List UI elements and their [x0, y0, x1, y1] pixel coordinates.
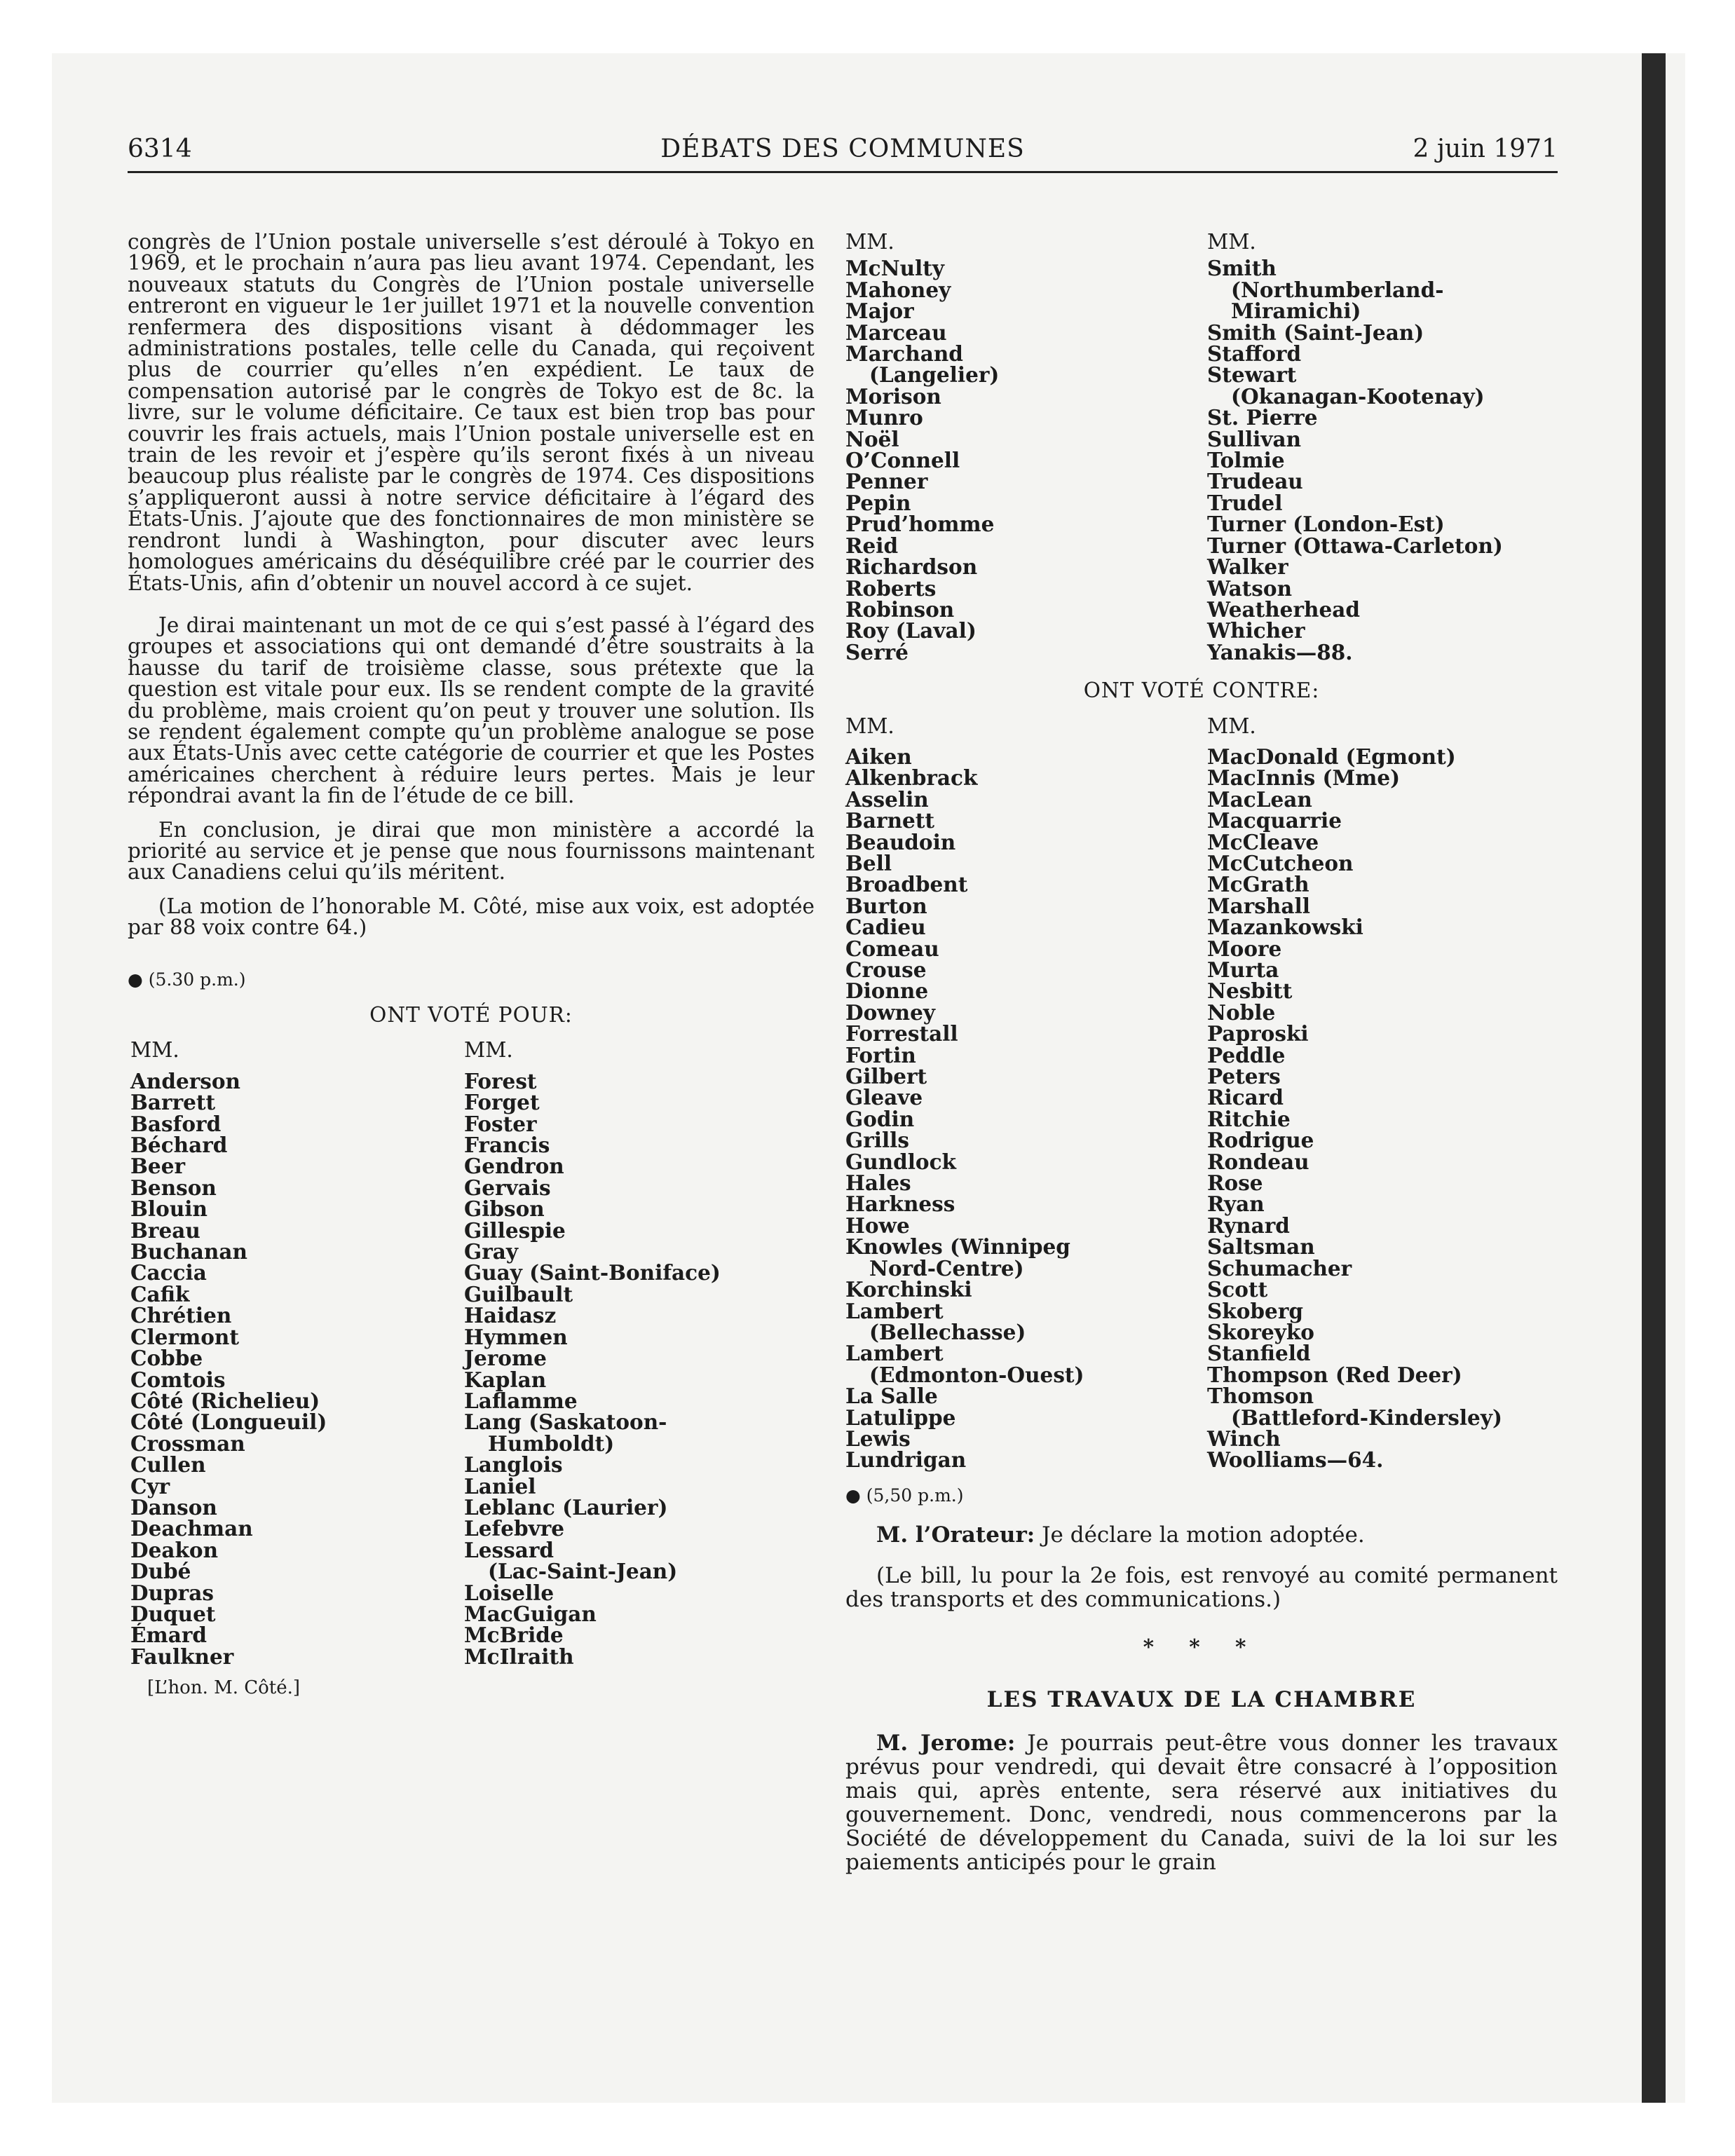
member-name: Beaudoin: [845, 829, 956, 854]
member-name: MacLean: [1207, 786, 1312, 812]
member-name: Peddle: [1207, 1042, 1286, 1067]
member-name: Chrétien: [130, 1303, 232, 1328]
vote-against-column-2: [1207, 716, 1558, 1471]
member-name: Ricard: [1207, 1085, 1284, 1110]
member-name: Robinson: [845, 596, 955, 622]
member-name: (Okanagan-Kootenay): [1231, 383, 1485, 409]
motion-result: (La motion de l’honorable M. Côté, mise aux voix, est adoptée par 88 voix contre 64.): [128, 894, 815, 940]
member-name: Gibson: [464, 1196, 545, 1222]
member-name: Harkness: [845, 1192, 955, 1217]
member-name: Miramichi): [1231, 299, 1361, 324]
right-column: [845, 231, 1558, 1874]
member-name: McNulty: [845, 256, 945, 281]
member-name: Gervais: [464, 1175, 551, 1200]
vote-for-column-4: [1207, 231, 1558, 663]
member-name: Prud’homme: [845, 512, 995, 537]
member-name: Walker: [1207, 554, 1288, 580]
member-name: Crossman: [130, 1431, 245, 1456]
member-name: Reid: [845, 533, 899, 558]
member-name: Forget: [464, 1090, 540, 1115]
member-name: Trudeau: [1207, 469, 1303, 494]
member-name: Barnett: [845, 808, 935, 833]
vote-for-heading: ONT VOTÉ POUR:: [369, 1003, 573, 1027]
scan-dark-edge: [1642, 53, 1666, 2103]
member-name: Lambert: [845, 1341, 944, 1366]
member-name: Lefebvre: [464, 1516, 565, 1541]
member-name: Côté (Richelieu): [130, 1388, 320, 1413]
mm-label: MM.: [1207, 230, 1256, 254]
member-name: Duquet: [130, 1601, 216, 1626]
member-name: McGrath: [1207, 872, 1309, 897]
member-name: Anderson: [130, 1068, 241, 1093]
member-name: Gleave: [845, 1085, 923, 1110]
mm-label: MM.: [845, 230, 894, 254]
member-name: Roy (Laval): [845, 618, 977, 643]
member-name: Comeau: [845, 936, 939, 961]
member-name: Rodrigue: [1207, 1128, 1314, 1153]
publication-date: 2 juin 1971: [1413, 135, 1558, 163]
member-name: Winch: [1207, 1426, 1281, 1451]
member-name: Peters: [1207, 1064, 1281, 1089]
member-name: Moore: [1207, 936, 1282, 961]
member-name: Humboldt): [488, 1431, 615, 1456]
mm-label: MM.: [845, 714, 894, 738]
member-name: Mahoney: [845, 277, 951, 302]
member-name: Sullivan: [1207, 426, 1302, 451]
member-name: Thompson (Red Deer): [1207, 1362, 1462, 1387]
member-name: Langlois: [464, 1452, 563, 1478]
vote-against-column-1: [845, 716, 1207, 1471]
member-name: Munro: [845, 405, 923, 430]
member-name: Grills: [845, 1128, 909, 1153]
vote-for-column-1: [128, 1039, 464, 1667]
member-name: Macquarrie: [1207, 808, 1342, 833]
member-name: Mazankowski: [1207, 915, 1363, 940]
member-name: McCutcheon: [1207, 850, 1354, 875]
member-name: Skoreyko: [1207, 1319, 1314, 1344]
paragraph-1: congrès de l’Union postale universelle s’est déroulé à Tokyo en 1969, et le prochain n’aura pas lieu avant 1974. Cependant, les nouveaux statuts du Congrès de l’Union postale universelle entreront en vigueur le 1er juillet 1971 et la nouvelle convention renfermera des dispositions visant à dédommager les administrations postales, telle celle du Canada, qui reçoivent plus de courrier qu’elles n’en expédient. Le taux de compensation autorisé par le congrès de Tokyo est de 8c. la livre, sur le volume déficitaire. Ce taux est bien trop bas pour couvrir les frais actuels, mais l’Union postale universelle est en train de les revoir et j’espère qu’ils seront fixés à un niveau beaucoup plus réaliste par le congrès de 1974. Ces dispositions s’appliqueront aussi à notre service déficitaire à l’égard des États-Unis. J’ajoute que des fonctionnaires de mon ministère se rendront lundi à Washington, pour discuter avec leurs homologues américains du déséquilibre créé par le courrier des États-Unis, afin d’obtenir un nouvel accord à ce sujet.: [128, 230, 815, 595]
member-name: Weatherhead: [1207, 596, 1360, 622]
member-name: McCleave: [1207, 829, 1319, 854]
member-name: Tolmie: [1207, 448, 1285, 473]
member-name: Lambert: [845, 1298, 944, 1323]
member-name: (Lac-Saint-Jean): [488, 1559, 678, 1584]
member-name: Watson: [1207, 575, 1293, 601]
member-name: Comtois: [130, 1367, 226, 1392]
bill-referral: (Le bill, lu pour la 2e fois, est renvoyé au comité permanent des transports et des communications.): [845, 1563, 1558, 1613]
member-name: Marceau: [845, 320, 947, 345]
member-name: Marshall: [1207, 893, 1310, 918]
member-name: Clermont: [130, 1324, 239, 1349]
member-name: Laflamme: [464, 1388, 578, 1413]
paragraph-2: Je dirai maintenant un mot de ce qui s’est passé à l’égard des groupes et associations qui ont demandé d’être soustraits à la hausse du tarif de troisième classe, sous prétexte que la question est vitale pour eux. Ils se rendent compte de la gravité du problème, mais croient qu’on peut y trouver une solution. Ils se rendent également compte qu’un problème analogue se pose aux États-Unis avec cette catégorie de courrier et que les Postes américaines cherchent à réduire leurs pertes. Mais je leur répondrai avant la fin de l’étude de ce bill.: [128, 613, 815, 808]
member-name: (Northumberland-: [1231, 277, 1444, 302]
page-header: [128, 135, 1558, 170]
member-name: Knowles (Winnipeg: [845, 1234, 1070, 1260]
member-name: Latulippe: [845, 1405, 956, 1430]
member-name: Thomson: [1207, 1384, 1314, 1409]
publication-title: DÉBATS DES COMMUNES: [660, 135, 1025, 163]
member-name: McBride: [464, 1623, 564, 1648]
member-name: Lewis: [845, 1426, 911, 1451]
member-name: Dubé: [130, 1559, 191, 1584]
member-name: (Edmonton-Ouest): [869, 1362, 1084, 1387]
member-name: Caccia: [130, 1260, 207, 1285]
member-name: Faulkner: [130, 1644, 234, 1669]
member-name: Guilbault: [464, 1281, 573, 1306]
member-name: Crouse: [845, 957, 927, 982]
member-name: Cyr: [130, 1473, 170, 1499]
paragraph-3: En conclusion, je dirai que mon ministère a accordé la priorité au service et je pense que nous fournissons maintenant aux Canadiens celui qu’ils méritent.: [128, 817, 815, 885]
member-name: Howe: [845, 1213, 910, 1238]
member-name: Ryan: [1207, 1192, 1265, 1217]
jerome-statement: [845, 1731, 1558, 1874]
mm-label: MM.: [130, 1038, 179, 1063]
member-name: Turner (London-Est): [1207, 512, 1445, 537]
vote-against-heading: ONT VOTÉ CONTRE:: [1083, 678, 1320, 703]
vote-against-list: [845, 716, 1558, 1471]
member-name: Émard: [130, 1623, 207, 1648]
member-name: Trudel: [1207, 490, 1283, 515]
member-name: Cafik: [130, 1281, 190, 1306]
mm-label: MM.: [1207, 714, 1256, 738]
member-name: Rynard: [1207, 1213, 1290, 1238]
vote-for-column-3: [845, 231, 1207, 663]
header-rule: [128, 171, 1558, 173]
member-name: Paproski: [1207, 1021, 1309, 1046]
member-name: Jerome: [464, 1346, 547, 1371]
member-name: MacGuigan: [464, 1601, 597, 1626]
member-name: Foster: [464, 1111, 537, 1136]
member-name: Serré: [845, 639, 909, 664]
member-name: Beer: [130, 1154, 186, 1179]
member-name: Korchinski: [845, 1277, 972, 1302]
member-name: Nesbitt: [1207, 978, 1293, 1004]
member-name: Godin: [845, 1106, 915, 1131]
speaker-name: M. Jerome:: [876, 1730, 1016, 1756]
member-name: MacInnis (Mme): [1207, 765, 1401, 791]
speaker-text: Je déclare la motion adoptée.: [1042, 1522, 1365, 1548]
section-heading: LES TRAVAUX DE LA CHAMBRE: [986, 1686, 1417, 1712]
member-name: Nord-Centre): [869, 1255, 1024, 1281]
member-name: Lessard: [464, 1537, 554, 1562]
member-name: Schumacher: [1207, 1255, 1352, 1281]
member-name: Haidasz: [464, 1303, 557, 1328]
member-name: Stanfield: [1207, 1341, 1311, 1366]
member-name: Guay (Saint-Boniface): [464, 1260, 721, 1285]
member-name: Hales: [845, 1171, 911, 1196]
member-name: Blouin: [130, 1196, 207, 1222]
member-name: Hymmen: [464, 1324, 568, 1349]
member-name: Downey: [845, 999, 936, 1025]
member-name: O’Connell: [845, 448, 960, 473]
member-name: Benson: [130, 1175, 217, 1200]
member-name: Alkenbrack: [845, 765, 978, 791]
member-name: Stewart: [1207, 362, 1297, 388]
timestamp: ● (5.30 p.m.): [128, 969, 246, 990]
left-column: [128, 231, 815, 1699]
vote-for-list-continued: [845, 231, 1558, 663]
member-name: Morison: [845, 383, 941, 409]
member-name: MacDonald (Egmont): [1207, 744, 1456, 769]
member-name: Stafford: [1207, 341, 1302, 367]
member-name: Forrestall: [845, 1021, 958, 1046]
section-divider: * * *: [1143, 1635, 1260, 1660]
member-name: Gillespie: [464, 1217, 566, 1243]
member-name: Roberts: [845, 575, 937, 601]
member-name: Bell: [845, 850, 892, 875]
speaker-text: Je pourrais peut-être vous donner les travaux prévus pour vendredi, qui devait être consacré à l’opposition mais qui, après entente, sera réservé aux initiatives du gouvernement. Donc, vendredi, nous commencerons par la Société de développement du Canada, suivi de la loi sur les paiements anticipés pour le grain: [845, 1730, 1558, 1875]
member-name: Gray: [464, 1239, 518, 1264]
member-name: Woolliams—64.: [1207, 1447, 1384, 1473]
member-name: Skoberg: [1207, 1298, 1303, 1323]
member-name: Deakon: [130, 1537, 219, 1562]
member-name: Marchand: [845, 341, 963, 367]
member-name: Smith (Saint-Jean): [1207, 320, 1424, 345]
member-name: Leblanc (Laurier): [464, 1494, 668, 1520]
member-name: Fortin: [845, 1042, 916, 1067]
speaker-name: M. l’Orateur:: [876, 1522, 1035, 1548]
member-name: Scott: [1207, 1277, 1268, 1302]
member-name: La Salle: [845, 1384, 938, 1409]
member-name: Lundrigan: [845, 1447, 967, 1473]
member-name: Saltsman: [1207, 1234, 1315, 1260]
speaker-statement: [845, 1523, 1558, 1547]
member-name: Noël: [845, 426, 899, 451]
signature: [L’hon. M. Côté.]: [147, 1677, 301, 1699]
member-name: Rondeau: [1207, 1149, 1309, 1174]
member-name: St. Pierre: [1207, 405, 1318, 430]
member-name: Smith: [1207, 256, 1277, 281]
member-name: Noble: [1207, 999, 1276, 1025]
member-name: Gundlock: [845, 1149, 957, 1174]
member-name: Major: [845, 299, 914, 324]
member-name: Cullen: [130, 1452, 206, 1478]
member-name: Turner (Ottawa-Carleton): [1207, 533, 1503, 558]
mm-label: MM.: [464, 1038, 513, 1063]
member-name: Lang (Saskatoon-: [464, 1410, 667, 1435]
member-name: Cadieu: [845, 915, 926, 940]
member-name: Deachman: [130, 1516, 253, 1541]
member-name: Richardson: [845, 554, 978, 580]
member-name: Cobbe: [130, 1346, 203, 1371]
member-name: Béchard: [130, 1133, 228, 1158]
member-name: Gilbert: [845, 1064, 927, 1089]
member-name: Yanakis—88.: [1207, 639, 1353, 664]
member-name: (Battleford-Kindersley): [1231, 1405, 1502, 1430]
member-name: Loiselle: [464, 1580, 554, 1605]
member-name: Buchanan: [130, 1239, 247, 1264]
member-name: Whicher: [1207, 618, 1305, 643]
member-name: Breau: [130, 1217, 200, 1243]
timestamp: ● (5,50 p.m.): [845, 1485, 964, 1506]
member-name: Côté (Longueuil): [130, 1410, 327, 1435]
member-name: Burton: [845, 893, 927, 918]
member-name: Francis: [464, 1133, 550, 1158]
member-name: Dionne: [845, 978, 929, 1004]
member-name: Pepin: [845, 490, 911, 515]
member-name: Barrett: [130, 1090, 216, 1115]
member-name: Kaplan: [464, 1367, 547, 1392]
member-name: Rose: [1207, 1171, 1263, 1196]
member-name: Penner: [845, 469, 928, 494]
page-number: 6314: [128, 135, 192, 163]
member-name: (Bellechasse): [869, 1319, 1026, 1344]
member-name: Ritchie: [1207, 1106, 1291, 1131]
member-name: Forest: [464, 1068, 537, 1093]
member-name: Aiken: [845, 744, 912, 769]
member-name: Basford: [130, 1111, 222, 1136]
vote-for-list: [128, 1039, 815, 1667]
member-name: Broadbent: [845, 872, 968, 897]
member-name: Asselin: [845, 786, 929, 812]
member-name: Gendron: [464, 1154, 564, 1179]
member-name: (Langelier): [869, 362, 1000, 388]
member-name: Danson: [130, 1494, 217, 1520]
member-name: Murta: [1207, 957, 1279, 982]
member-name: McIlraith: [464, 1644, 574, 1669]
vote-for-column-2: [464, 1039, 815, 1667]
member-name: Laniel: [464, 1473, 536, 1499]
member-name: Dupras: [130, 1580, 214, 1605]
